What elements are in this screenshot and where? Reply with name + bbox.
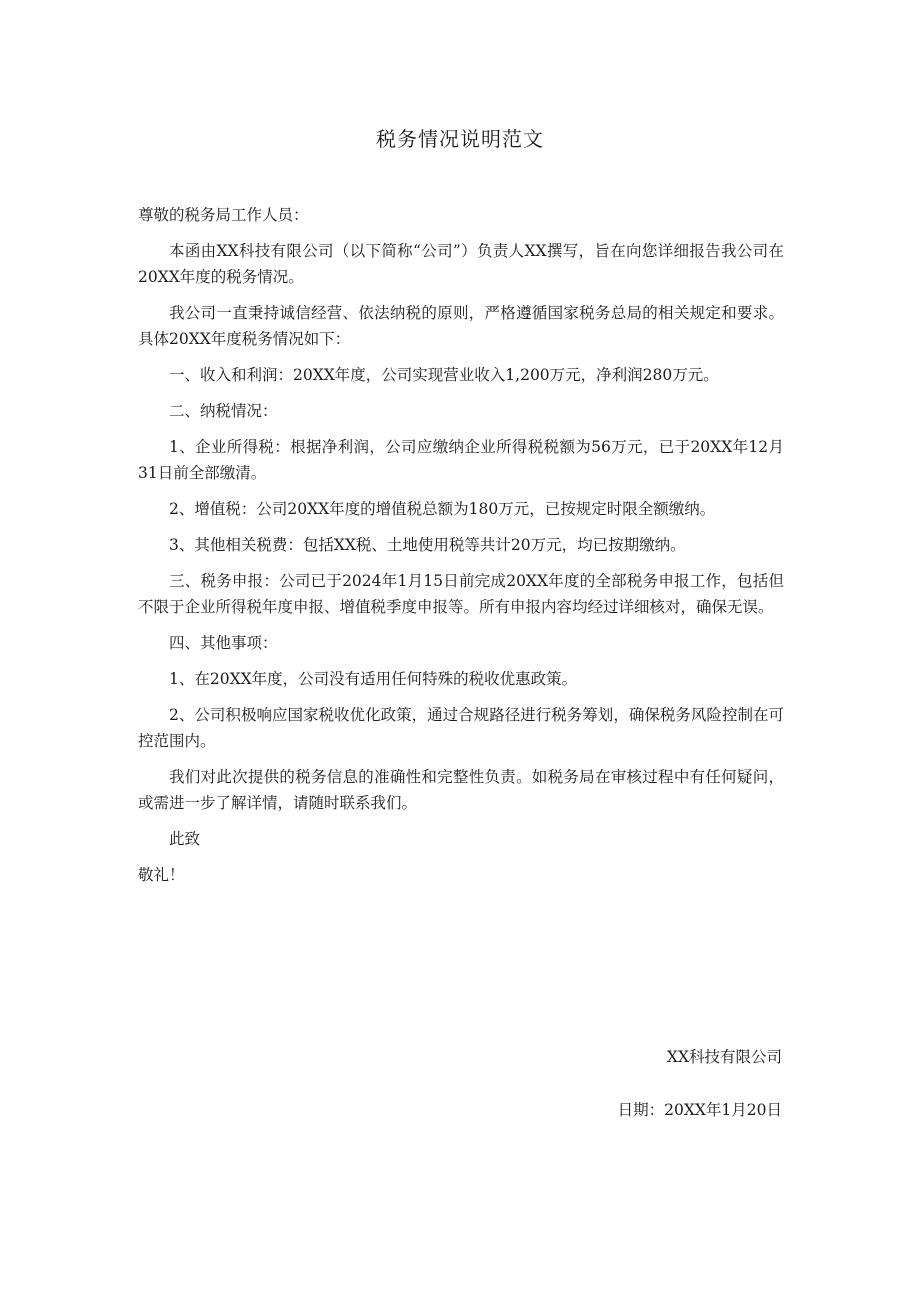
paragraph-tax-filing: 三、税务申报：公司已于2024年1月15日前完成20XX年度的全部税务申报工作，包括但不限于企业所得税年度申报、增值税季度申报等。所有申报内容均经过详细核对，确保无误。: [138, 572, 784, 616]
signature-company: XX科技有限公司: [666, 1048, 782, 1066]
paragraph-other-taxes: 3、其他相关税费：包括XX税、土地使用税等共计20万元，均已按期缴纳。: [169, 536, 686, 554]
closing-salutation: 此致: [169, 830, 201, 848]
paragraph-corporate-income-tax: 1、企业所得税：根据净利润，公司应缴纳企业所得税税额为56万元，已于20XX年12月31日前全部缴清。: [138, 438, 784, 482]
paragraph-vat: 2、增值税：公司20XX年度的增值税总额为180万元，已按规定时限全额缴纳。: [169, 500, 716, 518]
paragraph-principle: 我公司一直秉持诚信经营、依法纳税的原则，严格遵循国家税务总局的相关规定和要求。具体20XX年度税务情况如下：: [138, 304, 784, 348]
document-body: [138, 202, 784, 898]
paragraph-intro: 本函由XX科技有限公司（以下简称“公司”）负责人XX撰写，旨在向您详细报告我公司在20XX年度的税务情况。: [138, 242, 784, 286]
greeting: 尊敬的税务局工作人员：: [138, 206, 309, 224]
paragraph-no-preferential-policy: 1、在20XX年度，公司没有适用任何特殊的税收优惠政策。: [169, 670, 578, 688]
signature-date: 日期：20XX年1月20日: [617, 1101, 782, 1119]
paragraph-other-matters-heading: 四、其他事项：: [169, 634, 278, 652]
paragraph-income-profit: 一、收入和利润：20XX年度，公司实现营业收入1,200万元，净利润280万元。: [169, 366, 719, 384]
paragraph-tax-planning: 2、公司积极响应国家税收优化政策，通过合规路径进行税务筹划，确保税务风险控制在可控范围内。: [138, 706, 784, 750]
document-title: 税务情况说明范文: [376, 127, 544, 151]
paragraph-responsibility: 我们对此次提供的税务信息的准确性和完整性负责。如税务局在审核过程中有任何疑问，或需进一步了解详情，请随时联系我们。: [138, 768, 784, 812]
paragraph-tax-heading: 二、纳税情况：: [169, 402, 278, 420]
closing-regards: 敬礼！: [138, 866, 185, 884]
